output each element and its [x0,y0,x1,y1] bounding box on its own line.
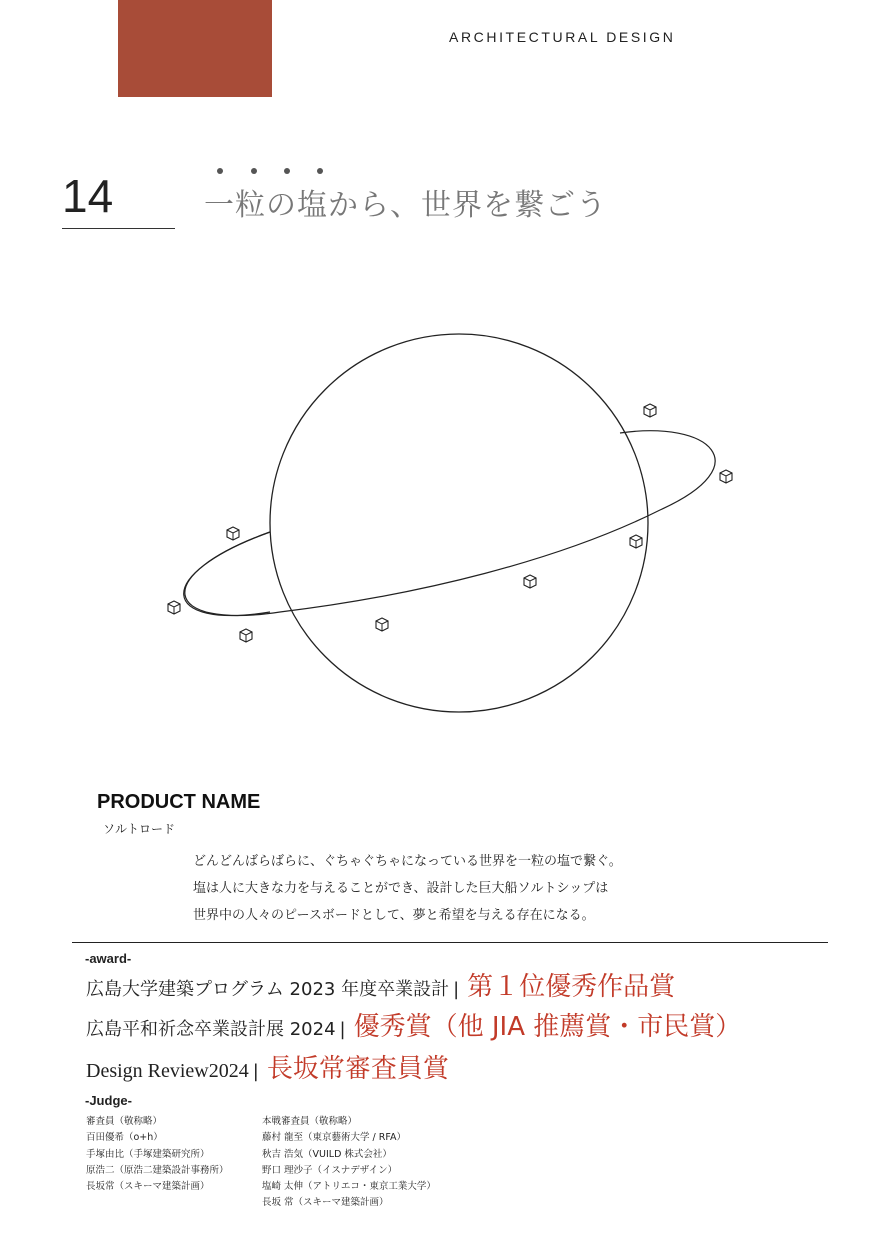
judge-list-left [86,1114,229,1195]
product-name: ソルトロード [103,822,176,836]
description-line: どんどんばらばらに、ぐちゃぐちゃになっている世界を一粒の塩で繋ぐ。 [193,854,622,869]
award-separator: | [252,1061,259,1082]
judge-entry: 塩崎 太伸（アトリエコ・東京工業大学） [262,1181,436,1193]
salt-cube [720,470,732,483]
judge-list-right [262,1114,436,1212]
salt-cube [644,404,656,417]
emphasis-dot [317,168,323,174]
award-organization: 広島大学建築プログラム 2023 年度卒業設計 [86,979,450,1000]
judge-label: -Judge- [85,1093,132,1108]
salt-cube [240,629,252,642]
planet-circle [270,334,648,712]
product-heading: PRODUCT NAME [97,791,261,813]
emphasis-dot [284,168,290,174]
judge-entry: 長坂常（スキーマ建築計画） [86,1181,210,1193]
award-separator: | [339,1019,346,1040]
judge-entry: 手塚由比（手塚建築研究所） [86,1148,210,1160]
judge-entry: 原浩二（原浩二建築設計事務所） [86,1164,229,1176]
chapter-underline [62,228,175,229]
chapter-title: 一粒の塩から、世界を繋ごう [204,188,607,223]
award-organization: 広島平和祈念卒業設計展 2024 [86,1019,336,1040]
judge-entry: 百田優希（o+h） [86,1132,163,1144]
emphasis-dot [251,168,257,174]
salt-cube [168,601,180,614]
judge-entry: 本戦審査員（敬称略） [262,1116,358,1127]
award-item [86,966,675,1003]
salt-cube [227,527,239,540]
product-description [193,848,622,929]
award-prize: 長坂常審査員賞 [266,1054,449,1084]
judge-entry: 秋吉 浩気（VUILD 株式会社） [262,1148,392,1160]
award-label: -award- [85,951,132,966]
ring-back [184,532,270,616]
judge-entry: 野口 理沙子（イスナデザイン） [262,1164,398,1176]
planet-ring-illustration [0,300,874,740]
award-prize: 第１位優秀作品賞 [467,972,676,1002]
award-organization: Design Review2024 [86,1060,249,1082]
section-divider [72,942,828,943]
salt-cube [524,575,536,588]
chapter-number: 14 [62,170,114,222]
award-prize: 優秀賞（他 JIA 推薦賞・市民賞） [353,1012,742,1042]
header-label: ARCHITECTURAL DESIGN [449,29,676,45]
emphasis-dot [217,168,223,174]
accent-block [118,0,272,97]
award-item [86,1006,741,1043]
description-line: 塩は人に大きな力を与えることができ、設計した巨大船ソルトシップは [193,881,609,896]
judge-entry: 藤村 龍至（東京藝術大学 / RFA） [262,1132,406,1144]
judge-entry: 審査員（敬称略） [86,1116,163,1127]
judge-entry: 長坂 常（スキーマ建築計画） [262,1197,389,1209]
award-item [86,1048,449,1085]
award-separator: | [453,979,460,1000]
salt-cube [630,535,642,548]
salt-cube [376,618,388,631]
description-line: 世界中の人々のピースボードとして、夢と希望を与える存在になる。 [193,908,595,923]
